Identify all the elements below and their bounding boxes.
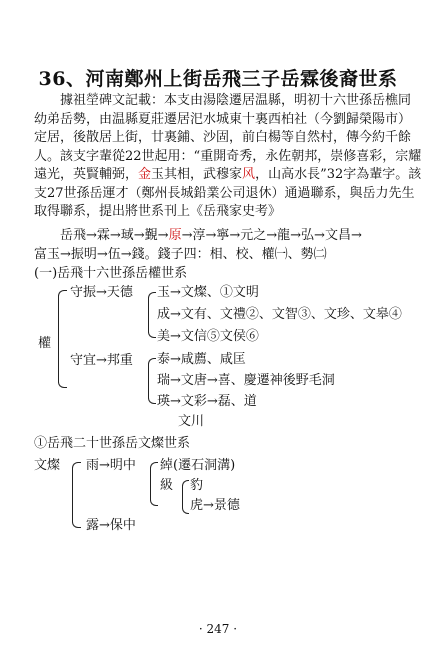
intro-line: 幼弟岳勢，由温縣夏莊遷居汜水城東十裏西柏社（今劉歸榮陽市） <box>34 111 412 127</box>
lineage-line: 岳飛→霖→琙→覲→原→淳→寧→元之→龍→弘→文昌→ <box>60 228 362 243</box>
tree1-node: 玉→文燦、①文明 <box>157 285 259 300</box>
tree1-branch-1-brace <box>148 292 156 338</box>
tree2-branch-1-brace <box>150 462 158 506</box>
tree2-heading: ①岳飛二十世孫岳文燦世系 <box>34 436 191 451</box>
tree1-root-brace <box>58 290 67 388</box>
tree1-heading: (一)岳飛十六世孫岳權世系 <box>34 266 188 281</box>
tree1-node: 美→文信⑤文侯⑥ <box>157 329 259 344</box>
tree2-root: 文燦 <box>34 458 61 473</box>
tree1-node: 文川 <box>178 414 205 429</box>
tree1-node: 瑛→文彩→磊、道 <box>157 394 257 409</box>
intro-line: 取得聯系，提出將世系刊上《岳飛家史考》 <box>34 204 282 219</box>
tree2-branch-1: 雨→明中 <box>86 458 136 473</box>
page-number: · 247 · <box>198 622 238 636</box>
page-title: 36、河南鄭州上街岳飛三子岳霖後裔世系 <box>38 68 398 90</box>
tree1-node: 泰→咸薦、咸匡 <box>157 352 246 367</box>
tree2-branch-2-brace <box>182 480 189 514</box>
tree2-root-brace <box>72 462 81 528</box>
tree2-node: 綽(遷石洞溝) <box>160 458 236 473</box>
tree1-root: 權 <box>38 336 52 351</box>
intro-line: 定居，後散居上街，廿裏鋪、沙固，前白楊等自然村，傳今約千餘 <box>34 130 412 145</box>
tree1-branch-2: 守宜→邦重 <box>70 353 133 368</box>
highlighted-char: 原 <box>168 228 182 243</box>
tree2-node: 級 <box>160 478 174 493</box>
tree1-branch-2-brace <box>148 358 156 404</box>
intro-line: 人。該支字輩從22世起用：“重開奇秀，永佐朝邦，崇修喜彩，宗耀 <box>34 148 422 164</box>
highlighted-char: 风 <box>242 167 256 182</box>
intro-line: 據祖塋碑文記載：本支由湯陰遷居温縣，明初十六世孫岳樵同 <box>60 93 412 108</box>
tree1-node: 瑞→文唐→喜、慶遷神後野毛洞 <box>157 373 335 388</box>
highlighted-char: 金 <box>138 167 152 182</box>
tree1-branch-1: 守振→天德 <box>70 285 133 300</box>
tree1-node: 成→文有、文禮②、文智③、文珍、文皋④ <box>157 307 402 322</box>
intro-line: 支27世孫岳運才（鄭州長城鉛業公司退休）通過聯系，與岳力先生 <box>34 185 415 201</box>
lineage-line: 富玉→振明→伍→錢。錢子四：相、校、權㈠、勢㈡ <box>34 247 327 262</box>
intro-paragraph <box>34 92 424 222</box>
tree2-node: 豹 <box>190 478 204 493</box>
tree2-node: 虎→景德 <box>190 498 240 513</box>
tree2-branch-2: 露→保中 <box>86 518 136 533</box>
intro-line: 遠光，英賢輔弼，金玉其相，武穆家风，山高水長”32字為輩字。該 <box>34 167 422 182</box>
